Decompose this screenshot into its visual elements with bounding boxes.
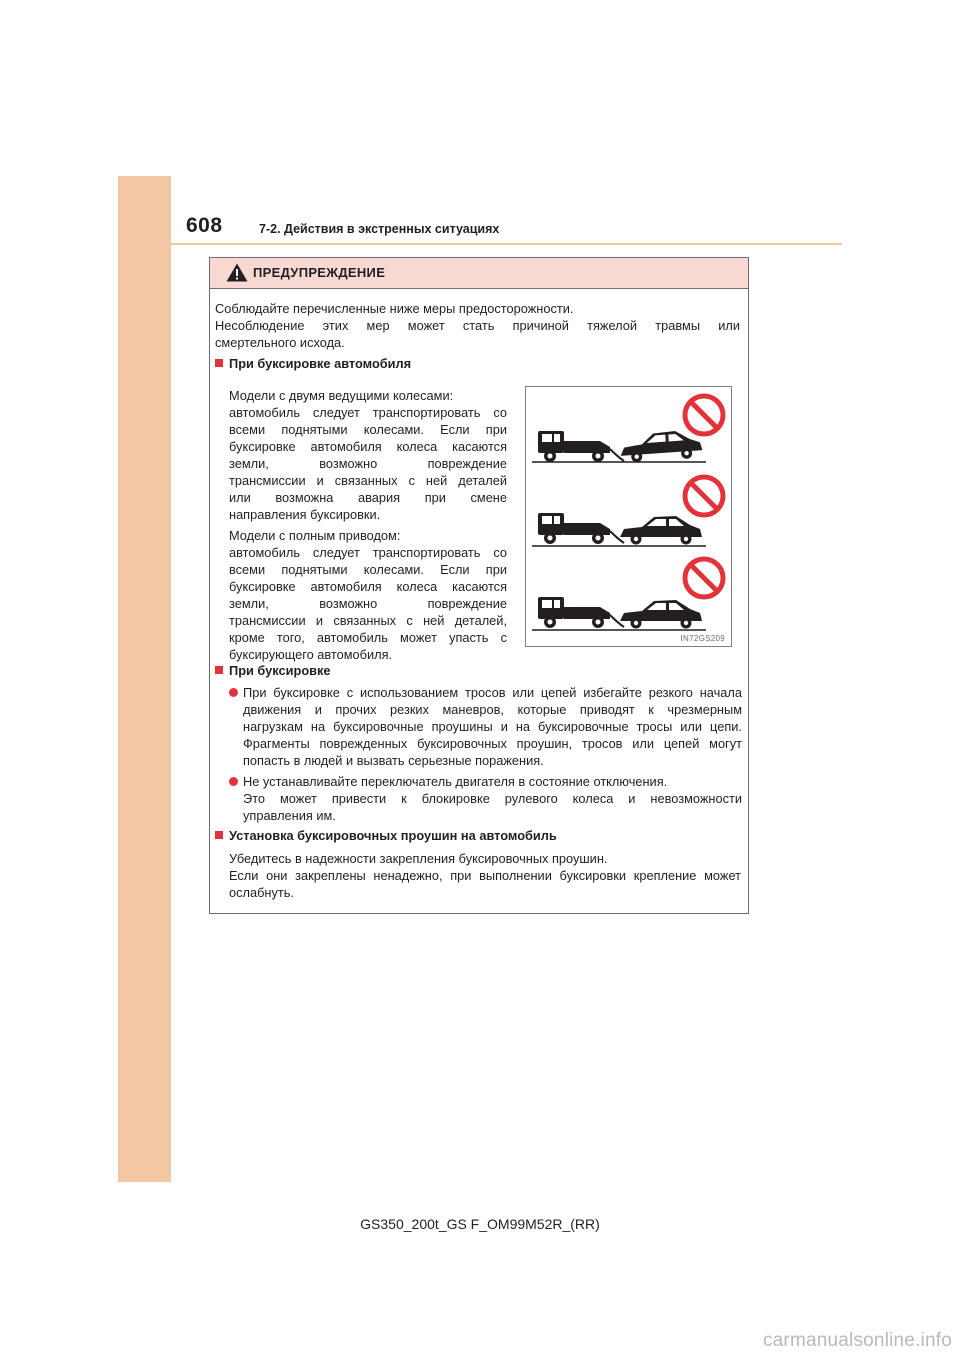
footer-model-code: GS350_200t_GS F_OM99M52R_(RR) bbox=[360, 1216, 600, 1232]
section-heading-towing: При буксировке bbox=[229, 663, 331, 678]
warning-intro-line-3: смертельного исхода. bbox=[215, 335, 345, 350]
figure-code: IN72GS209 bbox=[680, 634, 725, 643]
warning-intro-line-1: Соблюдайте перечисленные ниже меры предосторожности. bbox=[215, 301, 574, 316]
warning-header bbox=[210, 258, 748, 289]
watermark: carmanualsonline.info bbox=[762, 1330, 952, 1351]
no-towing-sign-icon bbox=[685, 559, 723, 597]
warning-intro-line-2: Несоблюдение этих мер может стать причиной тяжелой травмы или bbox=[215, 318, 740, 333]
square-bullet-icon bbox=[215, 359, 223, 367]
warning-triangle-icon bbox=[226, 263, 248, 282]
towing-prohibition-figure bbox=[525, 386, 732, 647]
warning-title: ПРЕДУПРЕЖДЕНИЕ bbox=[253, 265, 386, 280]
chapter-side-tab bbox=[118, 176, 171, 1182]
section-title: 7-2. Действия в экстренных ситуациях bbox=[259, 222, 500, 236]
round-bullet-icon bbox=[229, 688, 238, 697]
no-towing-sign-icon bbox=[685, 477, 723, 515]
no-towing-sign-icon bbox=[685, 396, 723, 434]
square-bullet-icon bbox=[215, 666, 223, 674]
towing-illustration bbox=[526, 387, 731, 646]
header-rule bbox=[171, 243, 842, 245]
page-number: 608 bbox=[186, 214, 223, 237]
section-heading-towing-eyelets: Установка буксировочных проушин на автомобиль bbox=[229, 828, 557, 843]
section-heading-towing-vehicle: При буксировке автомобиля bbox=[229, 356, 412, 371]
square-bullet-icon bbox=[215, 831, 223, 839]
round-bullet-icon bbox=[229, 777, 238, 786]
